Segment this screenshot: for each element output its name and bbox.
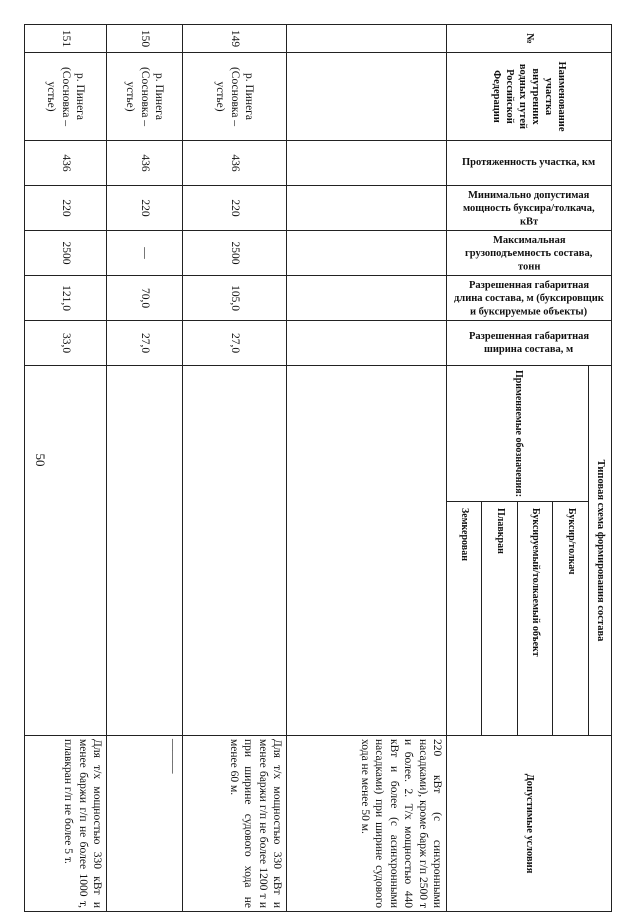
cell-length: 436	[107, 141, 183, 186]
empty-cell	[287, 231, 447, 276]
cell-power: 220	[107, 186, 183, 231]
cell-width_dim: 33,0	[25, 321, 107, 366]
conditions-continued: 220 кВт (с синхронными насадками), кроме барж г/п 2500 т и более. 2. Т/х мощностью 440 кВт и более (с асинхронными насадками) при ширине судового хода не менее 50 м.	[287, 736, 447, 912]
cell-no: 151	[25, 25, 107, 53]
cell-width_dim: 27,0	[183, 321, 287, 366]
cell-len_dim: 121,0	[25, 276, 107, 321]
empty-cell	[287, 25, 447, 53]
header-no-text: №	[523, 33, 535, 44]
legend-title: Применяемые обозначения:	[447, 366, 588, 502]
cell-section: р. Пинега (Сосновка – устье)	[25, 53, 107, 141]
header-capacity-text: Максимальная грузоподъемность состава, тонн	[465, 235, 593, 273]
scheme-title: Типовая схема формирования состава	[588, 366, 611, 735]
conditions-cell: Для т/х мощностью 330 кВт и менее баржи г/п не более 1200 т и при ширине судового хода не менее 60 м.	[183, 736, 287, 912]
empty-cell	[287, 186, 447, 231]
legend-item	[553, 502, 589, 735]
header-length-dim	[447, 276, 612, 321]
header-section-text: Наименование участка внутренних водных путей Российской Федерации	[490, 61, 568, 132]
cell-no: 149	[183, 25, 287, 53]
table-row	[183, 25, 287, 912]
legend-label: Буксируемый/толкаемый объект	[530, 508, 542, 657]
header-section	[447, 53, 612, 141]
cell-capacity: —	[107, 231, 183, 276]
empty-cell	[287, 276, 447, 321]
header-length	[447, 141, 612, 186]
cell-section: р. Пинега (Сосновка – устье)	[183, 53, 287, 141]
legend-label: Буксир/толкач	[566, 508, 577, 575]
legend-item	[482, 502, 518, 735]
cell-length: 436	[25, 141, 107, 186]
header-width	[447, 321, 612, 366]
header-length-text: Протяженность участка, км	[462, 157, 596, 169]
header-scheme	[447, 366, 612, 736]
header-width-text: Разрешенная габаритная ширина состава, м	[468, 330, 590, 355]
cell-len_dim: 105,0	[183, 276, 287, 321]
cell-width_dim: 27,0	[107, 321, 183, 366]
empty-cell	[287, 53, 447, 141]
page-number: 50	[33, 453, 48, 467]
scheme-cell	[25, 366, 107, 736]
legend-item	[517, 502, 553, 735]
empty-cell	[287, 366, 447, 736]
cell-capacity: 2500	[183, 231, 287, 276]
rotated-table-sheet	[26, 24, 612, 908]
header-no	[447, 25, 612, 53]
conditions-cell: Для т/х мощностью 330 кВт и менее баржи г/п не более 1000 т, плавкран г/п не более 5 т.	[25, 736, 107, 912]
cell-len_dim: 70,0	[107, 276, 183, 321]
header-power-text: Минимально допустимая мощность буксира/толкача, кВт	[463, 190, 595, 228]
header-capacity	[447, 231, 612, 276]
conditions-cell: ———	[107, 736, 183, 912]
cell-length: 436	[183, 141, 287, 186]
cell-no: 150	[107, 25, 183, 53]
cell-power: 220	[25, 186, 107, 231]
scheme-cell	[107, 366, 183, 736]
header-length-dim-text: Разрешенная габаритная длина состава, м (буксировщик и буксируемые объекты)	[454, 280, 604, 318]
cell-capacity: 2500	[25, 231, 107, 276]
header-conditions: Допустимые условия	[447, 736, 612, 912]
empty-cell	[287, 141, 447, 186]
empty-cell	[287, 321, 447, 366]
legend-label: Земкерован	[459, 508, 471, 561]
table-row	[25, 25, 107, 912]
convoy-table	[24, 24, 612, 912]
header-power	[447, 186, 612, 231]
scheme-cell	[183, 366, 287, 736]
cell-section: р. Пинега (Сосновка – устье)	[107, 53, 183, 141]
table-row	[107, 25, 183, 912]
legend-item	[447, 502, 482, 735]
legend-label: Плавкран	[495, 508, 506, 554]
cell-power: 220	[183, 186, 287, 231]
